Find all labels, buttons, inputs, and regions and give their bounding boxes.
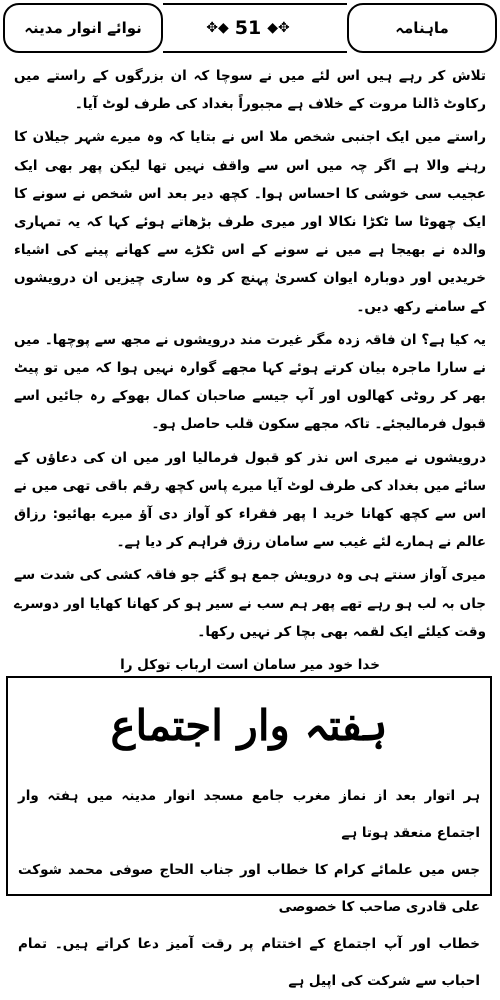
paragraph: تلاش کر رہے ہیں اس لئے میں نے سوچا کہ ان بزرگوں کے راستے میں رکاوٹ ڈالنا مروت کے خلاف ہے مجبوراً بغداد کی طرف لوٹ آیا۔ (14, 68, 486, 113)
notice-line: خطاب اور آپ اجتماع کے اختتام پر رقت آمیز دعا کراتے ہیں۔ تمام احباب سے شرکت کی اپیل ہے (18, 936, 480, 989)
paragraph: میری آواز سنتے ہی وہ درویش جمع ہو گئے جو فاقہ کشی کی شدت سے جاں بہ لب ہو رہے تھے پھر ہم سب نے سیر ہو کر کھانا کھایا اور دوسرے وقت کیلئے ایک لقمہ بھی بچا کر نہیں رکھا۔ (14, 567, 486, 640)
ornament-icon: ◆✥ (267, 20, 290, 36)
weekly-gathering-notice (6, 676, 492, 989)
page-number-badge (193, 13, 303, 43)
article-body (14, 62, 486, 684)
page-header (3, 3, 497, 55)
notice-line: جس میں علمائے کرام کا خطاب اور جناب الحاج صوفی محمد شوکت علی قادری صاحب کا خصوصی (18, 862, 480, 915)
publication-name: نوائے انوار مدینہ (24, 19, 142, 37)
notice-line: ہر اتوار بعد از نماز مغرب جامع مسجد انوار مدینہ میں ہفتہ وار اجتماع منعقد ہوتا ہے (18, 788, 480, 841)
magazine-label: ماہنامہ (395, 19, 449, 37)
notice-body (18, 778, 480, 1000)
header-rule-bottom (163, 51, 347, 53)
paragraph: راستے میں ایک اجنبی شخص ملا اس نے بتایا کہ وہ میرے شہر جیلان کا رہنے والا ہے اگر چہ میں اس سے واقف نہیں تھا لیکن پھر بھی ایک عجیب سی خوشی کا احساس ہوا۔ کچھ دیر بعد اس شخص نے سونے کا ایک چھوٹا سا ٹکڑا نکالا اور میری طرف بڑھاتے ہوئے کہا کہ یہ تمہاری والدہ نے بھیجا ہے میں نے سونے کے اس ٹکڑے سے کھانے پینے کی اشیاء خریدیں اور دوبارہ ایوان کسریٰ پہنچ کر وہ ساری چیزیں ان درویشوں کے سامنے رکھ دیں۔ (14, 129, 486, 315)
paragraph: درویشوں نے میری اس نذر کو قبول فرمالیا اور میں ان کی دعاؤں کے سائے میں بغداد کی طرف لوٹ آیا میرے پاس کچھ رقم باقی تھی میں نے اس سے کچھ کھانا خرید ا پھر فقراء کو آواز دی آؤ میرے بھائیو: رزاق عالم نے ہمارے لئے غیب سے سامان رزق فراہم کر دیا ہے۔ (14, 449, 486, 551)
magazine-label-box (347, 3, 497, 53)
publication-name-box (3, 3, 163, 53)
paragraph: یہ کیا ہے؟ ان فاقہ زدہ مگر غیرت مند درویشوں نے مجھ سے پوچھا۔ میں نے سارا ماجرہ بیان کرتے ہوئے کہا مجھے گوارہ نہیں ہوا کہ میں تو پیٹ بھر کر روٹی کھالوں اور آپ جیسے صاحبان کمال بھوکے رہ جائیں اسے قبول فرمالیجئے۔ تاکہ مجھے سکون قلب حاصل ہو۔ (14, 331, 486, 433)
page-number: 51 (234, 17, 262, 39)
header-rule-top (163, 3, 347, 5)
verse-line: خدا خود میر سامان است ارباب توکل را (120, 657, 380, 674)
notice-title: ہفتہ وار اجتماع (110, 701, 388, 750)
ornament-icon: ✥◆ (206, 20, 229, 36)
